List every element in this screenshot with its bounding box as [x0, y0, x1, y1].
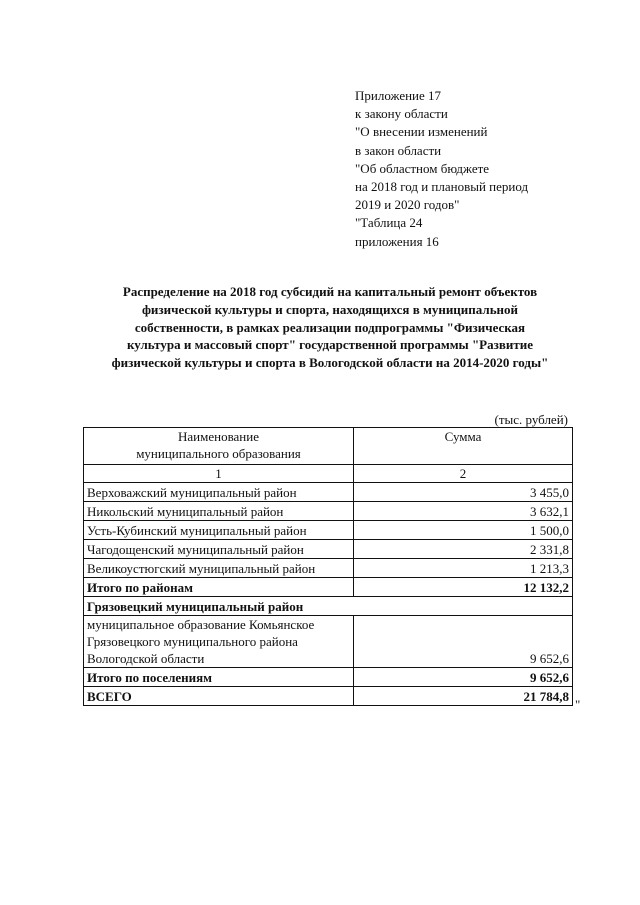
grand-total-amount: 21 784,8	[354, 687, 573, 706]
table-header-row	[84, 428, 573, 465]
appendix-line: "Таблица 24	[355, 215, 423, 231]
settlement-name	[84, 616, 354, 668]
subsidy-table	[83, 427, 573, 706]
district-name: Чагодощенский муниципальный район	[84, 540, 354, 559]
settlement-amount: 9 652,6	[354, 616, 573, 668]
header-name-line1: Наименование	[178, 429, 259, 444]
header-name-cell	[84, 428, 354, 465]
settlement-name-line: Грязовецкого муниципального района	[87, 634, 298, 649]
header-name-line2: муниципального образования	[136, 446, 301, 461]
appendix-line: к закону области	[355, 106, 448, 122]
title-line: культура и массовый спорт" государственной программы "Развитие	[127, 337, 533, 353]
closing-quote: "	[575, 697, 581, 712]
title-line: собственности, в рамках реализации подпрограммы "Физическая	[134, 319, 526, 335]
district-amount: 3 455,0	[354, 483, 573, 502]
column-number: 2	[354, 465, 573, 483]
appendix-line: "О внесении изменений	[355, 124, 488, 140]
district-amount: 3 632,1	[354, 502, 573, 521]
section-heading-row	[84, 597, 573, 616]
appendix-line: 2019 и 2020 годов"	[355, 197, 460, 213]
districts-total-row	[84, 578, 573, 597]
district-name: Никольский муниципальный район	[84, 502, 354, 521]
appendix-line: на 2018 год и плановый период	[355, 179, 529, 195]
document-title	[60, 283, 600, 372]
title-line: физической культуры и спорта, находящихся в муниципальной	[141, 301, 519, 317]
table-row	[84, 559, 573, 578]
section-heading: Грязовецкий муниципальный район	[84, 597, 573, 616]
district-name: Великоустюгский муниципальный район	[84, 559, 354, 578]
table-row	[84, 521, 573, 540]
appendix-line: в закон области	[355, 142, 442, 158]
districts-total-amount: 12 132,2	[354, 578, 573, 597]
column-number: 1	[84, 465, 354, 483]
units-label: (тыс. рублей)	[494, 412, 568, 427]
district-amount: 1 213,3	[354, 559, 573, 578]
table-row	[84, 616, 573, 668]
settlement-name-line: Вологодской области	[87, 651, 205, 666]
grand-total-row	[84, 687, 573, 706]
appendix-reference	[355, 87, 528, 251]
table-row	[84, 540, 573, 559]
column-number-row	[84, 465, 573, 483]
district-name: Усть-Кубинский муниципальный район	[84, 521, 354, 540]
header-amount-cell: Сумма	[354, 428, 573, 465]
table-row	[84, 483, 573, 502]
district-name: Верховажский муниципальный район	[84, 483, 354, 502]
appendix-line: "Об областном бюджете	[355, 160, 490, 176]
districts-total-label: Итого по районам	[84, 578, 354, 597]
grand-total-label: ВСЕГО	[84, 687, 354, 706]
settlements-total-label: Итого по поселениям	[84, 668, 354, 687]
table-row	[84, 502, 573, 521]
settlements-total-row	[84, 668, 573, 687]
district-amount: 2 331,8	[354, 540, 573, 559]
settlements-total-amount: 9 652,6	[354, 668, 573, 687]
district-amount: 1 500,0	[354, 521, 573, 540]
settlement-name-line: муниципальное образование Комьянское	[87, 617, 315, 632]
appendix-line: приложения 16	[355, 233, 439, 249]
title-line: физической культуры и спорта в Вологодской области на 2014-2020 годы"	[111, 355, 549, 371]
title-line: Распределение на 2018 год субсидий на капитальный ремонт объектов	[122, 284, 538, 299]
appendix-line: Приложение 17	[355, 88, 442, 103]
